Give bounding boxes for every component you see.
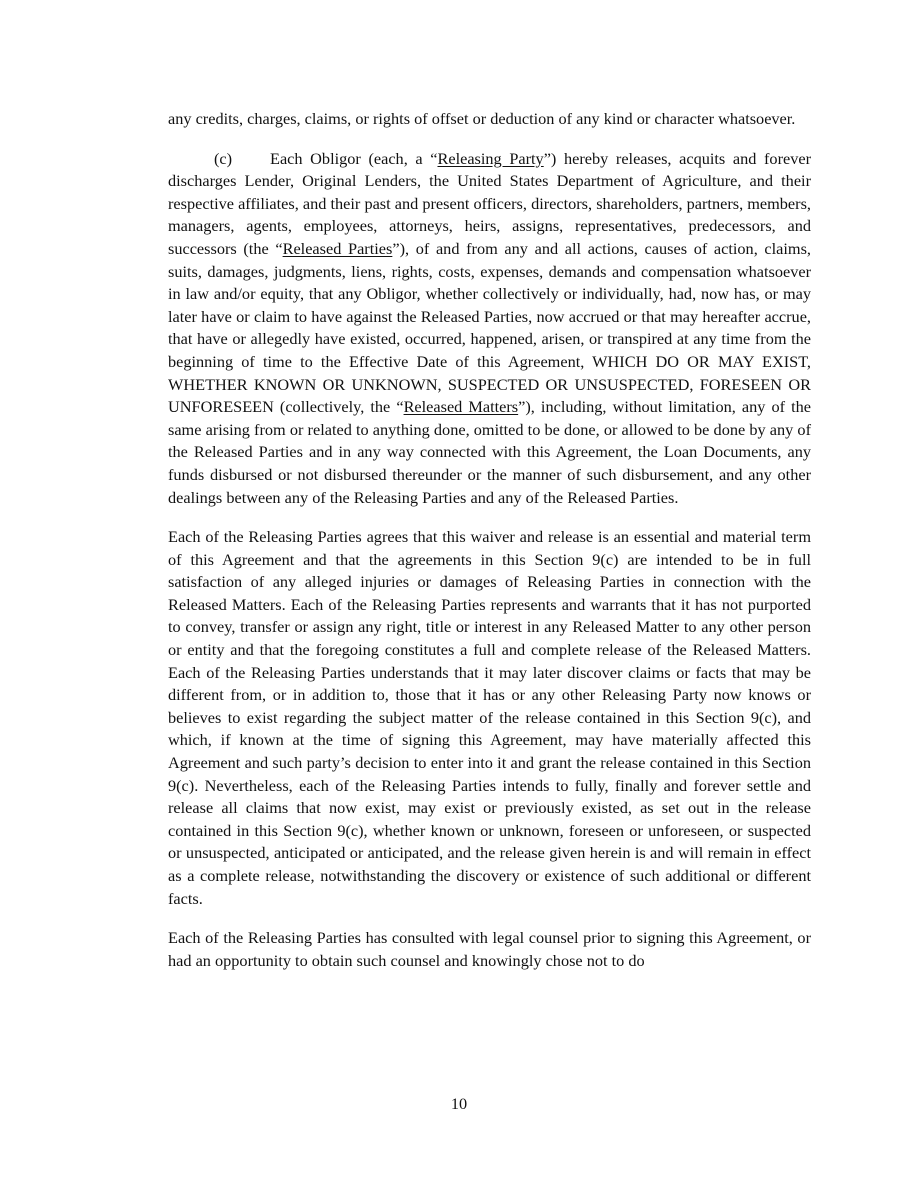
paragraph-continuation-text: any credits, charges, claims, or rights of offset or deduction of any kind or character whatsoever. (168, 109, 796, 128)
document-body (168, 108, 811, 989)
paragraph-continuation (168, 108, 811, 131)
paragraph-legal-counsel (168, 927, 811, 972)
paragraph-release-clause (168, 148, 811, 510)
paragraph-waiver-text: Each of the Releasing Parties agrees that this waiver and release is an essential and material term of this Agreement and that the agreements in this Section 9(c) are intended to be in full satisfaction of any alleged injuries or damages of Releasing Parties in connection with the Released Matters. Each of the Releasing Parties represents and warrants that it has not purported to convey, transfer or assign any right, title or interest in any Released Matter to any other person or entity and that the foregoing constitutes a full and complete release of the Released Matters. Each of the Releasing Parties understands that it may later discover claims or facts that may be different from, or in addition to, those that it has or any other Releasing Party now knows or believes to exist regarding the subject matter of the release contained in this Section 9(c), and which, if known at the time of signing this Agreement, may have materially affected this Agreement and such party’s decision to enter into it and grant the release contained in this Section 9(c). Nevertheless, each of the Releasing Parties intends to fully, finally and forever settle and release all claims that now exist, may exist or previously existed, as set out in the release contained in this Section 9(c), whether known or unknown, foreseen or unforeseen, or suspected or unsuspected, anticipated or anticipated, and the release given herein is and will remain in effect as a complete release, notwithstanding the discovery or existence of such additional or different facts. (168, 527, 811, 908)
page-number: 10 (450, 1094, 468, 1113)
clause-label: (c) (214, 148, 233, 168)
clause-text-4: ”), including, without limitation, any of the same arising from or related to anything done, omitted to be done, or allowed to be done by any of the Released Parties and in any way connected with this Agreement, the Loan Documents, any funds disbursed or not disbursed thereunder or the manner of such disbursement, and any other dealings between any of the Releasing Parties and any of the Released Parties. (168, 397, 811, 507)
defined-term-releasing-party: Releasing Party (437, 148, 544, 168)
clause-text-2: ”) hereby releases, acquits and forever discharges Lender, Original Lenders, the United States Department of Agriculture, and their respective affiliates, and their past and present officers, directors, shareholders, partners, members, managers, agents, employees, attorneys, heirs, assigns, representatives, predecessors, and successors (the “ (168, 148, 812, 258)
clause-text-3: ”), of and from any and all actions, causes of action, claims, suits, damages, judgments, liens, rights, costs, expenses, demands and compensation whatsoever in law and/or equity, that any Obligor, whether collectively or individually, had, now has, or may later have or claim to have against the Released Parties, now accrued or that may hereafter accrue, that have or allegedly have existed, occurred, happened, arisen, or transpired at any time from the beginning of time to the Effective Date of this Agreement, WHICH DO OR MAY EXIST, WHETHER KNOWN OR UNKNOWN, SUSPECTED OR UNSUSPECTED, FORESEEN OR UNFORESEEN (collectively, the “ (168, 238, 811, 417)
defined-term-released-parties: Released Parties (282, 238, 393, 258)
clause-text-1: Each Obligor (each, a “ (270, 148, 438, 168)
defined-term-released-matters: Released Matters (403, 397, 519, 417)
paragraph-waiver-agreement (168, 526, 811, 910)
paragraph-counsel-text: Each of the Releasing Parties has consulted with legal counsel prior to signing this Agreement, or had an opportunity to obtain such counsel and knowingly chose not to do (168, 928, 811, 970)
